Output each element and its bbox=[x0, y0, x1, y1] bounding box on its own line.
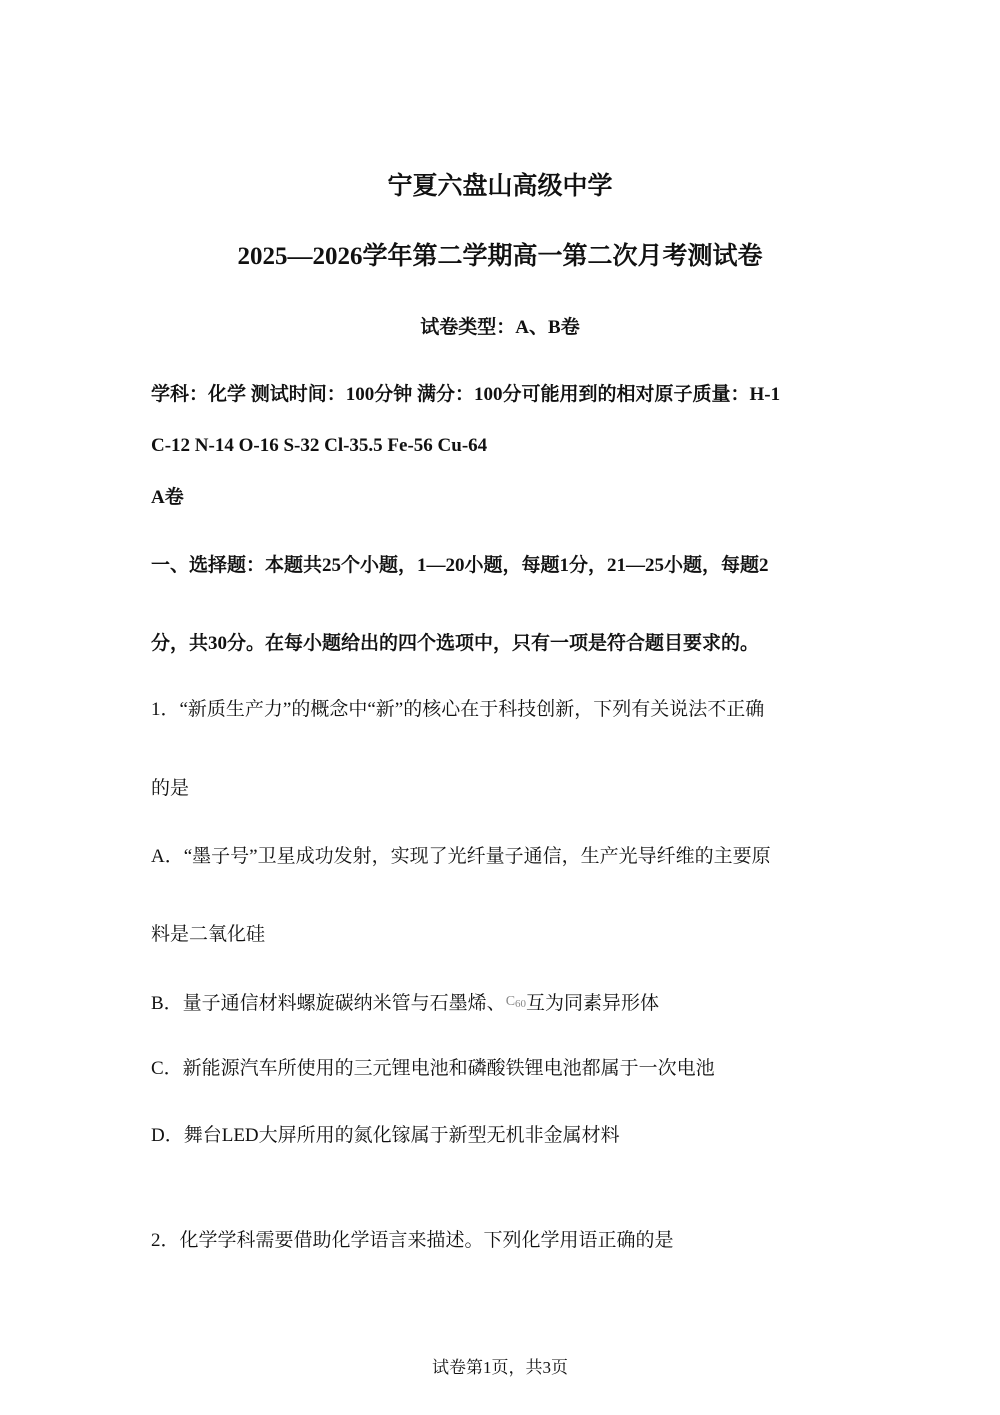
q2-stem: 2．化学学科需要借助化学语言来描述。下列化学用语正确的是 bbox=[151, 1230, 674, 1251]
paper-type: 试卷类型：A、B卷 bbox=[420, 317, 580, 338]
part1-instructions-line-1: 一、选择题：本题共25个小题，1—20小题，每题1分，21—25小题，每题2 bbox=[151, 555, 769, 576]
exam-title: 2025—2026学年第二学期高一第二次月考测试卷 bbox=[237, 243, 763, 270]
exam-info-line-2: C-12 N-14 O-16 S-32 Cl-35.5 Fe-56 Cu-64 bbox=[151, 435, 488, 456]
exam-info-line-1: 学科：化学 测试时间：100分钟 满分：100分可能用到的相对原子质量：H-1 bbox=[151, 384, 781, 405]
q1-option-b bbox=[151, 990, 659, 1016]
part1-instructions-line-2: 分，共30分。在每小题给出的四个选项中，只有一项是符合题目要求的。 bbox=[151, 633, 760, 654]
section-a-heading: A卷 bbox=[151, 487, 184, 508]
c60-formula bbox=[506, 994, 526, 1009]
q1-option-a-line-2: 料是二氧化硅 bbox=[151, 924, 266, 945]
q1-stem-line-2: 的是 bbox=[151, 778, 190, 799]
q1-option-b-text: B．量子通信材料螺旋碳纳米管与石墨烯、 bbox=[151, 993, 506, 1014]
q1-option-c: C．新能源汽车所使用的三元锂电池和磷酸铁锂电池都属于一次电池 bbox=[151, 1058, 715, 1079]
c60-symbol: C bbox=[505, 994, 516, 1009]
q1-stem-line-1: 1．“新质生产力”的概念中“新”的核心在于科技创新，下列有关说法不正确 bbox=[151, 699, 765, 720]
q1-option-d: D．舞台LED大屏所用的氮化镓属于新型无机非金属材料 bbox=[151, 1125, 620, 1146]
q1-option-a-line-1: A．“墨子号”卫星成功发射，实现了光纤量子通信，生产光导纤维的主要原 bbox=[151, 846, 771, 867]
page-footer: 试卷第1页，共3页 bbox=[432, 1358, 568, 1377]
q1-option-b-text-end: 互为同素异形体 bbox=[526, 993, 660, 1014]
school-name: 宁夏六盘山高级中学 bbox=[387, 173, 613, 200]
c60-subscript: 60 bbox=[515, 998, 527, 1010]
